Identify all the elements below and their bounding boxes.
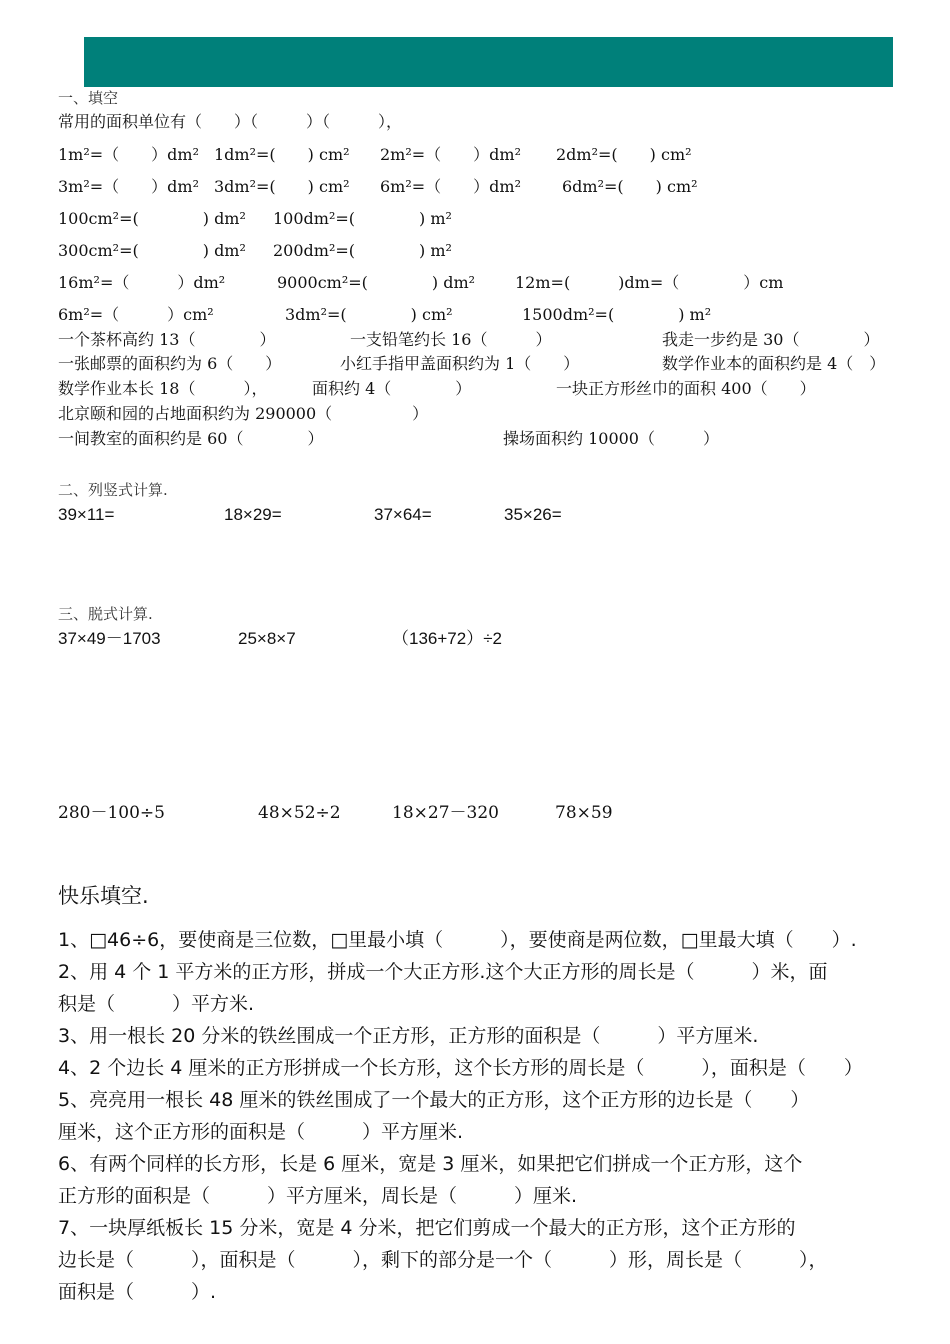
question-line: 积是（ ）平方米. (58, 993, 255, 1015)
question-line: 4、2 个边长 4 厘米的正方形拼成一个长方形，这个长方形的周长是（ ），面积是（ ） (58, 1057, 863, 1079)
question-line: 5、亮亮用一根长 48 厘米的铁丝围成了一个最大的正方形，这个正方形的边长是（ ） (58, 1089, 810, 1111)
question-line: 厘米，这个正方形的面积是（ ）平方厘米. (58, 1121, 464, 1143)
question-line: 3、用一根长 20 分米的铁丝围成一个正方形，正方形的面积是（ ）平方厘米. (58, 1025, 759, 1047)
question-line: 6、有两个同样的长方形，长是 6 厘米，宽是 3 厘米，如果把它们拼成一个正方形，这个 (58, 1153, 803, 1175)
fill-blank-questions (58, 924, 920, 1308)
question-line: 2、用 4 个 1 平方米的正方形，拼成一个大正方形.这个大正方形的周长是（ ）米，面 (58, 961, 828, 983)
question-line: 1、□46÷6，要使商是三位数，□里最小填（ ），要使商是两位数，□里最大填（ ）. (58, 929, 857, 951)
section4-title: 快乐填空. (58, 884, 149, 908)
question-line: 7、一块厚纸板长 15 分米，宽是 4 分米，把它们剪成一个最大的正方形，这个正方形的 (58, 1217, 796, 1239)
question-line: 面积是（ ）. (58, 1281, 217, 1303)
header-banner (84, 37, 893, 87)
question-line: 正方形的面积是（ ）平方厘米，周长是（ ）厘米. (58, 1185, 578, 1207)
question-line: 边长是（ ），面积是（ ），剩下的部分是一个（ ）形，周长是（ ）， (58, 1249, 828, 1271)
